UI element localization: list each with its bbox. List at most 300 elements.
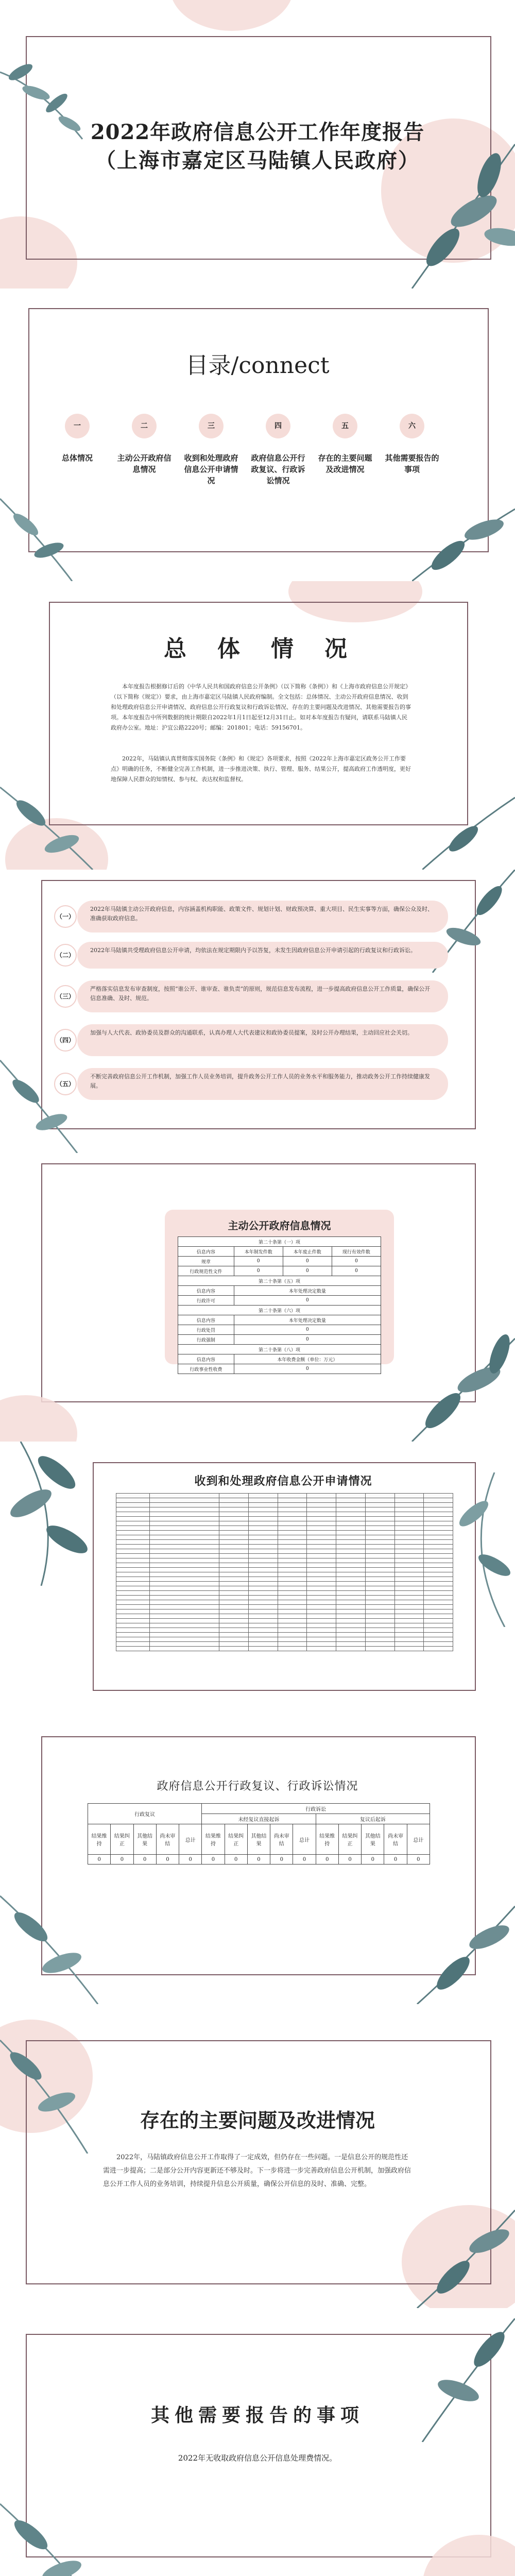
table-cell: [365, 1545, 394, 1549]
table-row: [178, 1257, 381, 1266]
table-row: [178, 1306, 381, 1315]
toc-number: 三: [199, 414, 224, 438]
table-cell: [219, 1596, 249, 1600]
table-cell: 总计: [407, 1824, 430, 1855]
table-cell: [394, 1633, 424, 1637]
table-cell: 0: [133, 1855, 156, 1865]
table-cell: [394, 1531, 424, 1535]
table-cell: [424, 1503, 453, 1507]
toc-label[interactable]: 存在的主要问题及改进情况: [318, 453, 372, 474]
table-cell: [116, 1554, 150, 1558]
toc-label[interactable]: 收到和处理政府信息公开申请情况: [184, 453, 238, 485]
table-cell: [394, 1563, 424, 1568]
table-cell: [116, 1623, 150, 1628]
table-cell: [219, 1623, 249, 1628]
table-cell: [116, 1600, 150, 1605]
table-cell: [248, 1633, 278, 1637]
table-cell: [394, 1596, 424, 1600]
table-cell: [248, 1494, 278, 1498]
apply-table: [116, 1493, 453, 1651]
point-text: 2022年马陆镇共受理政府信息公开申请，均依法在规定期限内予以答复，未发生因政府信息公开申请引起的行政复议和行政诉讼。: [90, 947, 416, 954]
table-row: [116, 1591, 453, 1596]
leaf-branch-icon: [422, 777, 515, 870]
table-cell: [424, 1647, 453, 1651]
table-cell: 本年处理决定数量: [234, 1315, 381, 1325]
table-cell: [116, 1614, 150, 1619]
table-cell: [278, 1535, 307, 1540]
point-label: （四）: [54, 1029, 77, 1052]
leaf-branch-icon: [0, 1045, 82, 1153]
table-cell: 0: [384, 1855, 407, 1865]
table-cell: [248, 1521, 278, 1526]
other-slide: [0, 2318, 515, 2576]
table-cell: [424, 1512, 453, 1517]
table-cell: [248, 1568, 278, 1572]
table-row: [178, 1364, 381, 1374]
table-cell: [248, 1614, 278, 1619]
table-cell: [248, 1600, 278, 1605]
table-cell: [336, 1507, 366, 1512]
point-label: （三）: [54, 985, 77, 1008]
table-cell: [424, 1633, 453, 1637]
table-cell: [394, 1545, 424, 1549]
table-cell: [424, 1605, 453, 1609]
table-cell: [424, 1498, 453, 1503]
table-cell: 行政诉讼: [202, 1804, 430, 1814]
table-cell: 结果维持: [316, 1824, 338, 1855]
table-cell: [116, 1628, 150, 1633]
table-cell: [219, 1642, 249, 1647]
table-row: [116, 1605, 453, 1609]
table-cell: [336, 1642, 366, 1647]
table-cell: [424, 1526, 453, 1531]
table-cell: 本年废止件数: [283, 1247, 332, 1257]
table-cell: [307, 1535, 336, 1540]
table-cell: [424, 1572, 453, 1577]
table-cell: [116, 1526, 150, 1531]
table-cell: [116, 1637, 150, 1642]
table-row: [178, 1325, 381, 1335]
table-cell: [394, 1517, 424, 1521]
table-cell: 未经复议直接起诉: [202, 1814, 316, 1824]
table-cell: [307, 1647, 336, 1651]
table-cell: [278, 1545, 307, 1549]
table-cell: 0: [338, 1855, 361, 1865]
table-cell: [219, 1647, 249, 1651]
table-cell: [307, 1494, 336, 1498]
table-cell: [424, 1591, 453, 1596]
table-cell: [365, 1637, 394, 1642]
table-cell: [219, 1619, 249, 1623]
table-cell: [336, 1637, 366, 1642]
point-text: 不断完善政府信息公开工作机制，加强工作人员业务培训，提升政务公开工作人员的业务水平和服务能力，推动政务公开工作持续健康发展。: [90, 1073, 430, 1089]
table-cell: [150, 1549, 219, 1554]
table-cell: [278, 1531, 307, 1535]
table-cell: [248, 1609, 278, 1614]
toc-number: 二: [132, 414, 157, 438]
report-title: 2022年政府信息公开工作年度报告: [90, 120, 425, 144]
table-cell: [248, 1591, 278, 1596]
point-text: 严格落实信息发布审查制度，按照“谁公开、谁审查、谁负责”的原则，规范信息发布流程，进一步提高政府信息公开工作质量，确保公开信息准确、及时、规范。: [90, 986, 431, 1002]
table-cell: [394, 1498, 424, 1503]
table-cell: [116, 1512, 150, 1517]
toc-slide: [0, 303, 515, 581]
overview-slide: [0, 581, 515, 870]
table-cell: [365, 1591, 394, 1596]
table-cell: [150, 1647, 219, 1651]
table-cell: 0: [111, 1855, 133, 1865]
table-cell: [278, 1494, 307, 1498]
table-cell: [248, 1498, 278, 1503]
table-cell: [150, 1563, 219, 1568]
problems-paragraph: 2022年，马陆镇政府信息公开工作取得了一定成效，但仍存在一些问题。一是信息公开的规范性还需进一步提高；二是部分公开内容更新还不够及时。下一步将进一步完善政府信息公开机制，加强政府信息公开工作人员的业务培训，持续提升信息公开质量，确保公开信息的及时、准确、完整。: [103, 2154, 411, 2188]
table-cell: [307, 1614, 336, 1619]
toc-label[interactable]: 总体情况: [61, 453, 93, 463]
table-cell: [365, 1596, 394, 1600]
table-cell: [365, 1549, 394, 1554]
table-cell: 总计: [179, 1824, 202, 1855]
table-cell: [336, 1540, 366, 1545]
table-row: [116, 1498, 453, 1503]
table-row: [116, 1637, 453, 1642]
table-cell: [424, 1642, 453, 1647]
table-cell: [394, 1521, 424, 1526]
table-cell: [365, 1582, 394, 1586]
review-slide: [0, 1716, 515, 2004]
table-cell: [150, 1623, 219, 1628]
table-cell: [365, 1619, 394, 1623]
table-cell: [336, 1531, 366, 1535]
table-cell: [150, 1568, 219, 1572]
table-cell: [116, 1609, 150, 1614]
table-cell: [336, 1545, 366, 1549]
table-cell: [307, 1526, 336, 1531]
leaf-branch-icon: [402, 1323, 515, 1442]
table-cell: [278, 1609, 307, 1614]
table-cell: [307, 1591, 336, 1596]
table-cell: [248, 1577, 278, 1582]
report-subtitle: （上海市嘉定区马陆镇人民政府）: [95, 148, 420, 173]
table-row: [178, 1266, 381, 1276]
table-cell: 本年制发件数: [234, 1247, 283, 1257]
table-cell: 规章: [178, 1257, 234, 1266]
table-cell: [424, 1531, 453, 1535]
table-cell: [219, 1545, 249, 1549]
table-cell: [365, 1507, 394, 1512]
apply-title: 收到和处理政府信息公开申请情况: [194, 1475, 372, 1488]
table-row: [88, 1855, 430, 1865]
table-cell: [150, 1619, 219, 1623]
table-row: [116, 1577, 453, 1582]
table-cell: [150, 1633, 219, 1637]
table-cell: 0: [283, 1257, 332, 1266]
table-cell: [424, 1577, 453, 1582]
table-cell: [248, 1628, 278, 1633]
table-cell: 其他结果: [362, 1824, 384, 1855]
table-cell: [336, 1498, 366, 1503]
table-row: [178, 1296, 381, 1306]
table-cell: [219, 1633, 249, 1637]
table-cell: 信息内容: [178, 1247, 234, 1257]
table-row: [116, 1503, 453, 1507]
table-cell: [365, 1521, 394, 1526]
table-row: [116, 1517, 453, 1521]
table-cell: [394, 1540, 424, 1545]
table-cell: [394, 1647, 424, 1651]
table-cell: [307, 1605, 336, 1609]
table-cell: [336, 1568, 366, 1572]
toc-label[interactable]: 主动公开政府信息情况: [117, 453, 171, 474]
table-cell: [278, 1600, 307, 1605]
table-cell: [219, 1549, 249, 1554]
table-cell: [278, 1642, 307, 1647]
table-cell: [424, 1628, 453, 1633]
table-cell: [424, 1614, 453, 1619]
table-cell: [365, 1498, 394, 1503]
table-cell: [365, 1614, 394, 1619]
table-cell: [248, 1596, 278, 1600]
table-cell: [116, 1582, 150, 1586]
table-cell: [219, 1558, 249, 1563]
table-cell: [116, 1558, 150, 1563]
toc-label[interactable]: 政府信息公开行政复议、行政诉讼情况: [251, 453, 305, 485]
table-row: [116, 1619, 453, 1623]
table-cell: [219, 1600, 249, 1605]
table-cell: [424, 1563, 453, 1568]
table-row: [116, 1545, 453, 1549]
table-cell: [150, 1558, 219, 1563]
table-row: [116, 1633, 453, 1637]
table-cell: [150, 1494, 219, 1498]
table-cell: [248, 1512, 278, 1517]
cover-slide: [0, 0, 515, 289]
table-cell: [365, 1605, 394, 1609]
table-cell: [365, 1628, 394, 1633]
table-cell: [248, 1535, 278, 1540]
table-cell: [307, 1531, 336, 1535]
leaf-branch-icon: [443, 1472, 515, 1627]
table-cell: 现行有效件数: [332, 1247, 381, 1257]
toc-label[interactable]: 其他需要报告的事项: [385, 453, 439, 474]
table-cell: 第二十条第（六）项: [178, 1306, 381, 1315]
table-cell: [424, 1535, 453, 1540]
table-cell: 0: [156, 1855, 179, 1865]
leaf-branch-icon: [0, 478, 82, 581]
leaf-branch-icon: [0, 2030, 93, 2154]
table-row: [178, 1276, 381, 1286]
table-row: [88, 1804, 430, 1814]
table-cell: [116, 1619, 150, 1623]
table-cell: [116, 1647, 150, 1651]
table-row: [116, 1600, 453, 1605]
table-cell: [336, 1647, 366, 1651]
table-cell: [219, 1577, 249, 1582]
table-cell: 0: [202, 1855, 225, 1865]
table-cell: [248, 1540, 278, 1545]
table-cell: 其他结果: [133, 1824, 156, 1855]
table-cell: [219, 1605, 249, 1609]
table-cell: 结果维持: [88, 1824, 111, 1855]
point-label: （二）: [54, 944, 77, 967]
table-cell: [336, 1605, 366, 1609]
table-cell: [116, 1531, 150, 1535]
table-cell: [365, 1623, 394, 1628]
table-cell: [424, 1568, 453, 1572]
table-row: [178, 1247, 381, 1257]
table-cell: [394, 1637, 424, 1642]
table-cell: 行政事业性收费: [178, 1364, 234, 1374]
table-cell: [278, 1568, 307, 1572]
table-cell: [307, 1609, 336, 1614]
table-cell: [307, 1503, 336, 1507]
table-cell: [424, 1549, 453, 1554]
table-cell: [336, 1517, 366, 1521]
table-cell: [248, 1507, 278, 1512]
table-cell: [307, 1596, 336, 1600]
table-cell: [307, 1549, 336, 1554]
table-cell: [365, 1572, 394, 1577]
leaf-branch-icon: [412, 1886, 515, 2004]
table-cell: [278, 1563, 307, 1568]
table-cell: [116, 1605, 150, 1609]
table-row: [116, 1494, 453, 1498]
table-cell: [424, 1494, 453, 1498]
table-cell: [394, 1558, 424, 1563]
table-cell: [248, 1619, 278, 1623]
table-cell: [336, 1609, 366, 1614]
active-table: [178, 1236, 381, 1374]
table-cell: [278, 1503, 307, 1507]
table-cell: [278, 1596, 307, 1600]
table-cell: [336, 1503, 366, 1507]
table-cell: [394, 1591, 424, 1596]
table-cell: 0: [234, 1325, 381, 1335]
table-cell: [116, 1503, 150, 1507]
table-cell: [394, 1600, 424, 1605]
table-cell: 结果纠正: [111, 1824, 133, 1855]
table-cell: [278, 1637, 307, 1642]
table-row: [116, 1609, 453, 1614]
overview-title: 总 体 情 况: [164, 636, 351, 662]
table-cell: [150, 1545, 219, 1549]
table-cell: 0: [234, 1266, 283, 1276]
table-row: [116, 1507, 453, 1512]
table-cell: [424, 1586, 453, 1591]
table-cell: [365, 1609, 394, 1614]
active-slide: [0, 1153, 515, 1442]
table-cell: [248, 1647, 278, 1651]
table-cell: [394, 1568, 424, 1572]
table-row: [178, 1345, 381, 1354]
table-cell: [116, 1586, 150, 1591]
table-cell: [336, 1554, 366, 1558]
toc-number: 四: [266, 414, 290, 438]
table-cell: [424, 1637, 453, 1642]
table-cell: [150, 1572, 219, 1577]
table-cell: [307, 1586, 336, 1591]
table-cell: [150, 1609, 219, 1614]
table-cell: 复议后起诉: [316, 1814, 430, 1824]
table-cell: [116, 1591, 150, 1596]
other-text: 2022年无收取政府信息公开信息处理费情况。: [178, 2453, 337, 2463]
table-cell: [248, 1563, 278, 1568]
table-cell: 本年收费金额（单位：万元）: [234, 1354, 381, 1364]
table-cell: [394, 1582, 424, 1586]
table-cell: [424, 1517, 453, 1521]
toc-number: 五: [333, 414, 357, 438]
table-cell: [219, 1563, 249, 1568]
table-cell: [365, 1503, 394, 1507]
leaf-branch-icon: [0, 767, 103, 870]
table-cell: [365, 1517, 394, 1521]
table-cell: 行政规范性文件: [178, 1266, 234, 1276]
table-cell: [365, 1512, 394, 1517]
table-row: [116, 1586, 453, 1591]
table-cell: [365, 1540, 394, 1545]
table-cell: 第二十条第（一）项: [178, 1237, 381, 1247]
table-row: [116, 1563, 453, 1568]
table-cell: [219, 1586, 249, 1591]
table-row: [116, 1554, 453, 1558]
table-cell: [278, 1586, 307, 1591]
table-cell: [394, 1554, 424, 1558]
table-row: [116, 1512, 453, 1517]
table-cell: [394, 1619, 424, 1623]
table-cell: 行政复议: [88, 1804, 202, 1824]
table-cell: [307, 1572, 336, 1577]
table-cell: [150, 1517, 219, 1521]
table-cell: [307, 1558, 336, 1563]
table-cell: [336, 1582, 366, 1586]
table-cell: [307, 1642, 336, 1647]
table-cell: [424, 1521, 453, 1526]
table-cell: [116, 1596, 150, 1600]
table-cell: 结果纠正: [225, 1824, 247, 1855]
table-cell: [219, 1637, 249, 1642]
review-title: 政府信息公开行政复议、行政诉讼情况: [157, 1780, 358, 1793]
table-row: [116, 1535, 453, 1540]
table-cell: [116, 1572, 150, 1577]
table-cell: 结果纠正: [338, 1824, 361, 1855]
table-cell: [248, 1623, 278, 1628]
table-cell: [336, 1494, 366, 1498]
table-cell: [248, 1545, 278, 1549]
table-cell: 0: [88, 1855, 111, 1865]
table-cell: [219, 1507, 249, 1512]
table-cell: [219, 1494, 249, 1498]
table-cell: [248, 1503, 278, 1507]
table-cell: 信息内容: [178, 1315, 234, 1325]
table-cell: [150, 1535, 219, 1540]
table-cell: [248, 1549, 278, 1554]
table-cell: [219, 1591, 249, 1596]
table-cell: [278, 1540, 307, 1545]
table-cell: [365, 1642, 394, 1647]
table-cell: [219, 1517, 249, 1521]
table-cell: [248, 1642, 278, 1647]
table-row: [116, 1628, 453, 1633]
table-cell: [278, 1619, 307, 1623]
table-cell: 0: [332, 1257, 381, 1266]
table-cell: [424, 1507, 453, 1512]
overview-paragraph-1: 本年度报告根据修订后的《中华人民共和国政府信息公开条例》（以下简称《条例》）和《上海市政府信息公开规定》（以下简称《规定》）要求，由上海市嘉定区马陆镇人民政府编制。全文包括：总体情况、主动公开政府信息情况、收到和处理政府信息公开申请情况、政府信息公开行政复议和行政诉讼情况、存在的主要问题及改进情况、其他需要报告的事项。本年度报告中所列数据的统计期限自2022年1月1日起至12月31日止。如对本年度报告有疑问，请联系马陆镇人民政府办公室。地址：沪宜公路2220号；邮编：201801；电话：59156701。: [111, 683, 411, 731]
table-cell: [394, 1623, 424, 1628]
apply-slide: [0, 1442, 515, 1715]
table-cell: [394, 1642, 424, 1647]
table-cell: [394, 1535, 424, 1540]
leaf-branch-icon: [412, 478, 515, 581]
table-cell: [116, 1521, 150, 1526]
